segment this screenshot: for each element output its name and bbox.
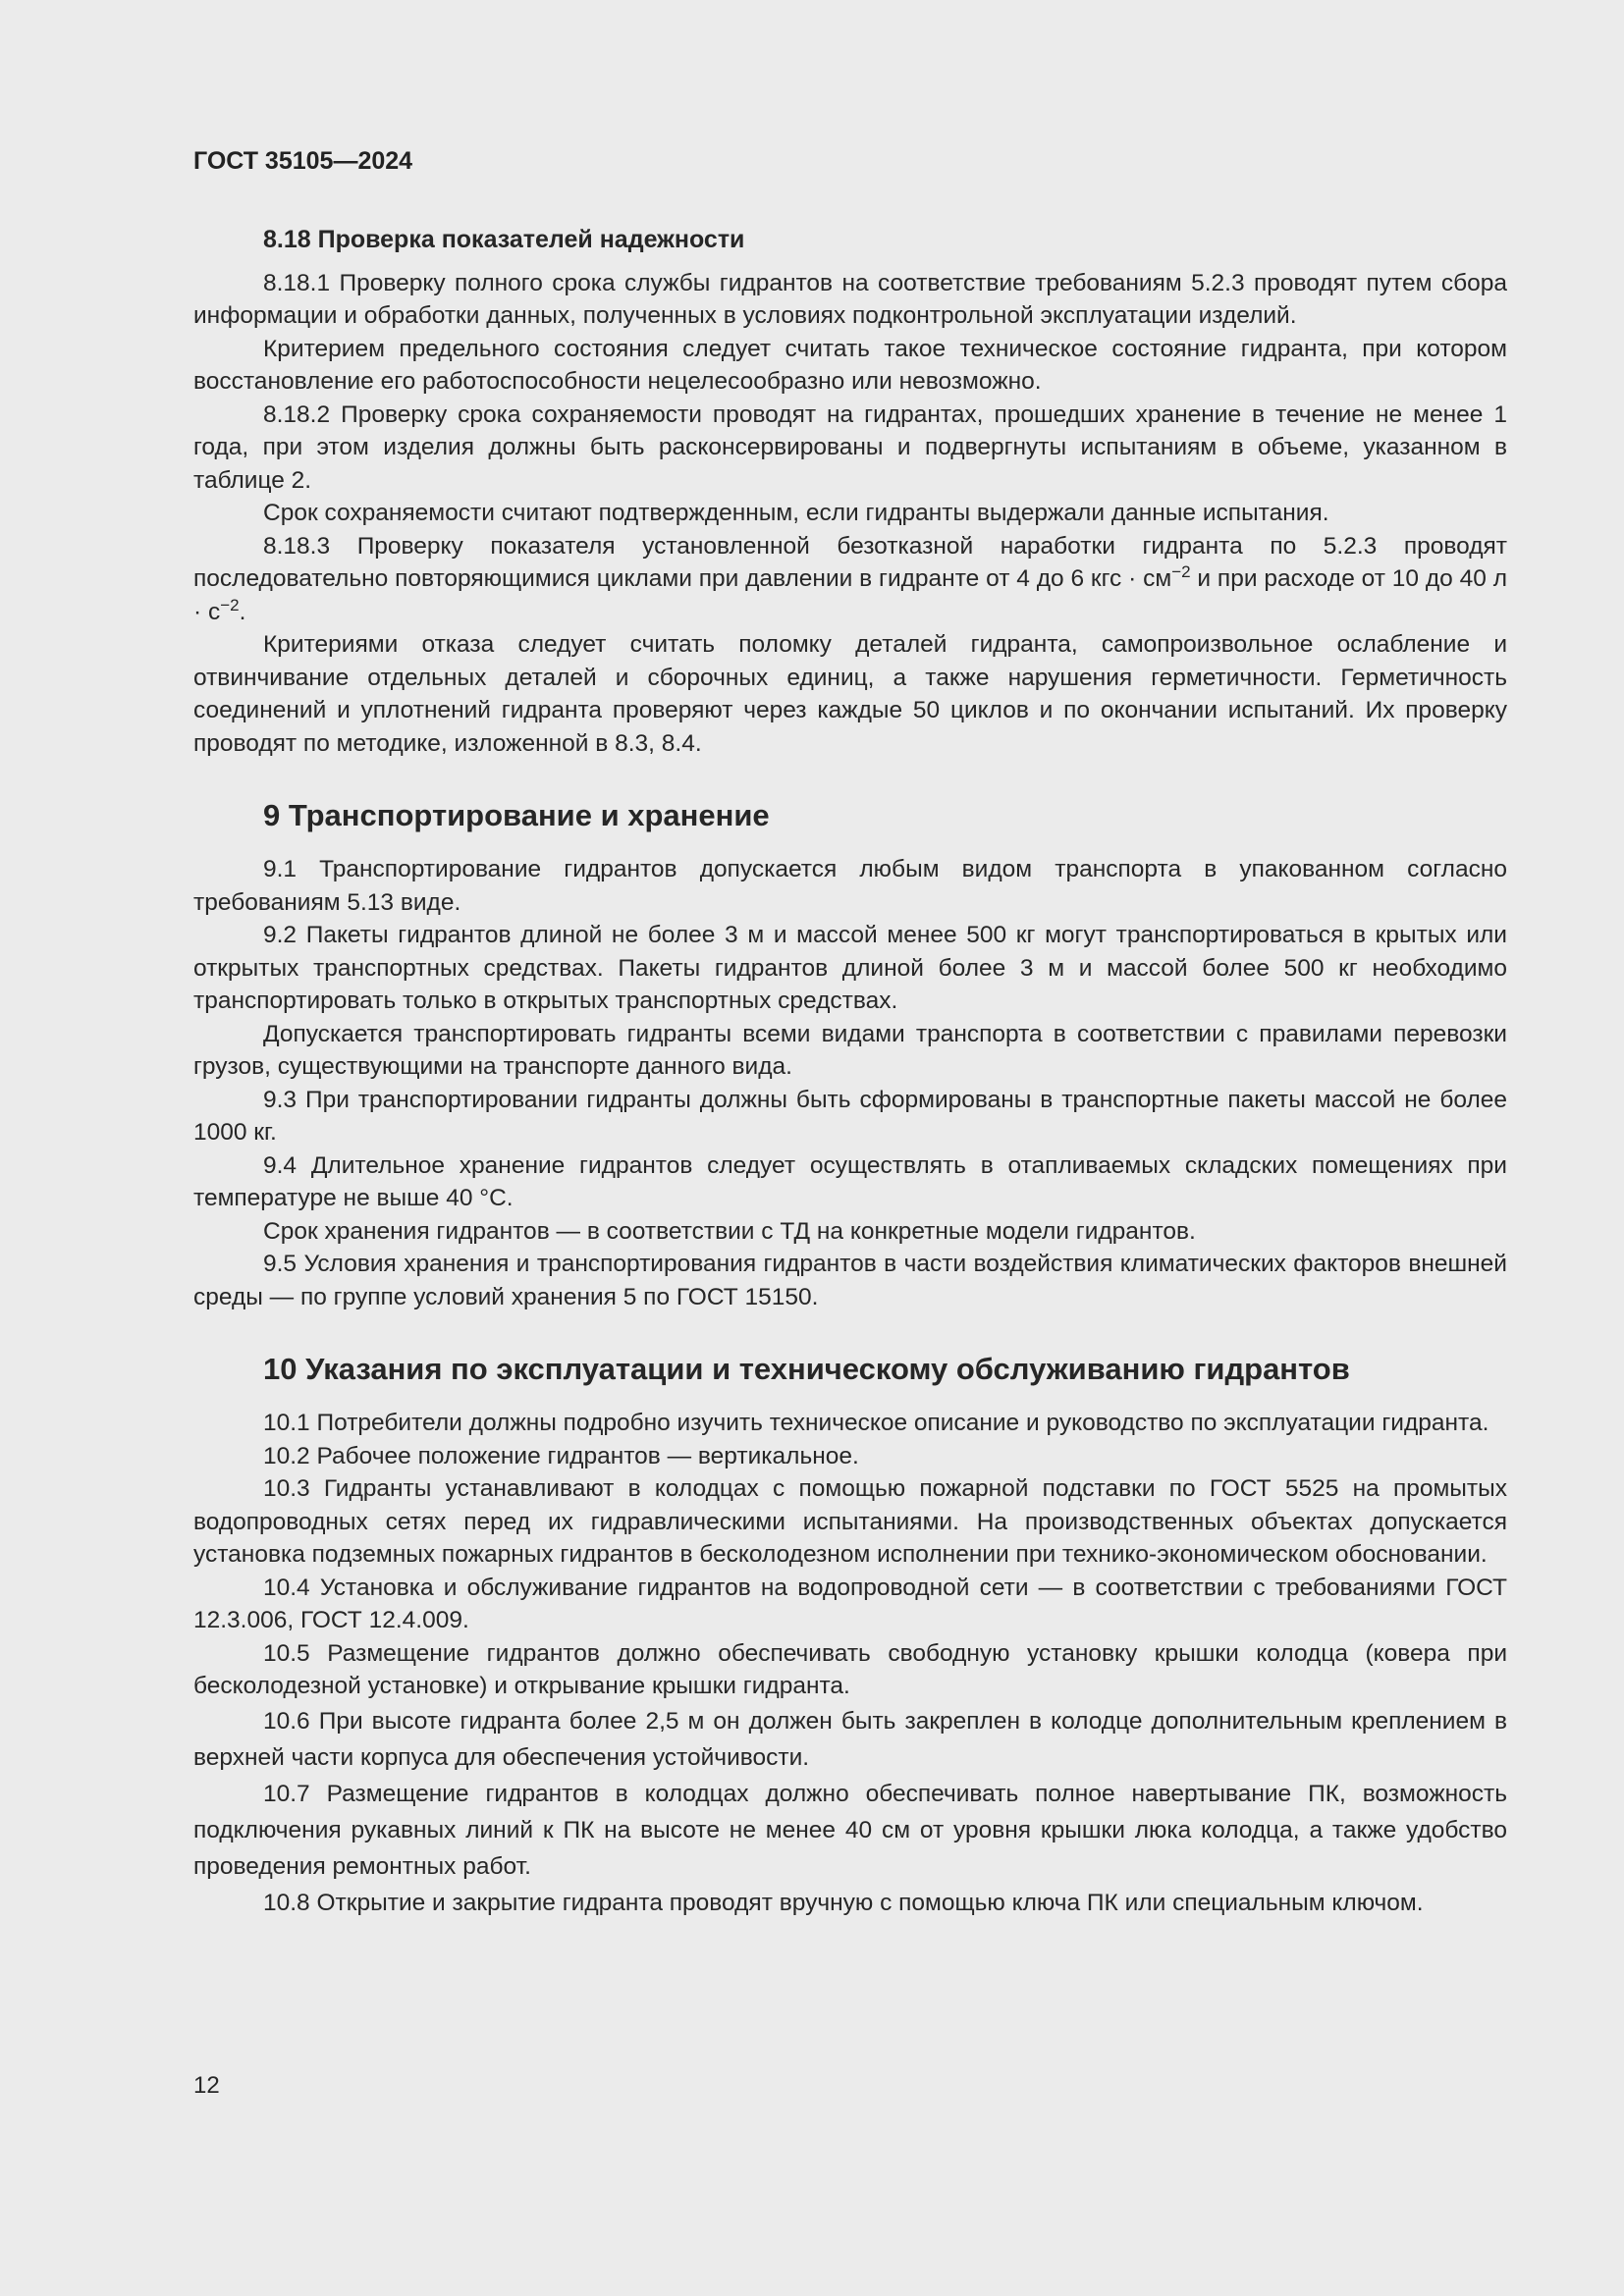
paragraph-9-2-note: Допускается транспортировать гидранты всеми видами транспорта в соответствии с правилами перевозки грузов, существующими на транспорте данного вида.: [193, 1020, 1507, 1080]
paragraph-10-1: 10.1 Потребители должны подробно изучить техническое описание и руководство по эксплуатации гидранта.: [263, 1410, 1489, 1436]
document-body: [193, 224, 1507, 1921]
paragraph-8-18-3: [193, 530, 1507, 629]
paragraph-8-18-1-criterion: Критерием предельного состояния следует считать такое техническое состояние гидранта, при котором восстановление его работоспособности нецелесообразно или невозможно.: [193, 335, 1507, 395]
paragraph-10-8: 10.8 Открытие и закрытие гидранта проводят вручную с помощью ключа ПК или специальным ключом.: [263, 1889, 1424, 1916]
paragraph-10-6: 10.6 При высоте гидранта более 2,5 м он должен быть закреплен в колодце дополнительным креплением в верхней части корпуса для обеспечения устойчивости.: [193, 1707, 1507, 1771]
paragraph-10-5: 10.5 Размещение гидрантов должно обеспечивать свободную установку крышки колодца (ковера при бесколодезной установке) и открывание крышки гидранта.: [193, 1639, 1507, 1699]
paragraph-9-2: 9.2 Пакеты гидрантов длиной не более 3 м и массой менее 500 кг могут транспортироваться в крытых или открытых транспортных средствах. Пакеты гидрантов длиной более 3 м и массой более 500 кг необходимо транспортировать только в открытых транспортных средствах.: [193, 922, 1507, 1014]
paragraph-10-4: 10.4 Установка и обслуживание гидрантов на водопроводной сети — в соответствии с требованиями ГОСТ 12.3.006, ГОСТ 12.4.009.: [193, 1574, 1507, 1633]
paragraph-8-18-1: 8.18.1 Проверку полного срока службы гидрантов на соответствие требованиям 5.2.3 проводят путем сбора информации и обработки данных, полученных в условиях подконтрольной эксплуатации изделий.: [193, 269, 1507, 329]
superscript-exponent: −2: [1171, 561, 1191, 581]
section-heading-10: 10 Указания по эксплуатации и техническому обслуживанию гидрантов: [263, 1352, 1350, 1386]
paragraph-8-18-3-failure-criteria: Критериями отказа следует считать поломку деталей гидранта, самопроизвольное ослабление и отвинчивание отдельных деталей и сборочных единиц, а также нарушения герметичности. Герметичность соединений и уплотнений гидранта проверяют через каждые 50 циклов и по окончании испытаний. Их проверку проводят по методике, изложенной в 8.3, 8.4.: [193, 631, 1507, 757]
paragraph-9-4: 9.4 Длительное хранение гидрантов следует осуществлять в отапливаемых складских помещениях при температуре не выше 40 °C.: [193, 1151, 1507, 1211]
section-heading-9: 9 Транспортирование и хранение: [263, 798, 770, 832]
paragraph-8-18-2: 8.18.2 Проверку срока сохраняемости проводят на гидрантах, прошедших хранение в течение не менее 1 года, при этом изделия должны быть расконсервированы и подвергнуты испытаниям в объеме, указанном в таблице 2.: [193, 400, 1507, 494]
paragraph-8-18-3-text-c: .: [239, 598, 246, 625]
paragraph-10-7: 10.7 Размещение гидрантов в колодцах должно обеспечивать полное навертывание ПК, возможность подключения рукавных линий к ПК на высоте не менее 40 см от уровня крышки люка колодца, а также удобство проведения ремонтных работ.: [193, 1780, 1507, 1880]
paragraph-9-3: 9.3 При транспортировании гидранты должны быть сформированы в транспортные пакеты массой не более 1000 кг.: [193, 1086, 1507, 1146]
paragraph-8-18-3-text-a: 8.18.3 Проверку показателя установленной безотказной наработки гидранта по 5.2.3 проводят последовательно повторяющимися циклами при давлении в гидранте от 4 до 6 кгс · см: [193, 532, 1507, 592]
subsection-heading-8-18: 8.18 Проверка показателей надежности: [263, 226, 745, 253]
page-number: 12: [193, 2072, 220, 2099]
paragraph-10-3: 10.3 Гидранты устанавливают в колодцах с помощью пожарной подставки по ГОСТ 5525 на промытых водопроводных сетях перед их гидравлическими испытаниями. На производственных объектах допускается установка подземных пожарных гидрантов в бесколодезном исполнении при технико-экономическом обосновании.: [193, 1475, 1507, 1568]
superscript-exponent: −2: [220, 595, 240, 614]
paragraph-8-18-3-text-b: и при расходе от 10 до 40 л · с: [193, 565, 1507, 625]
paragraph-9-5: 9.5 Условия хранения и транспортирования гидрантов в части воздействия климатических факторов внешней среды — по группе условий хранения 5 по ГОСТ 15150.: [193, 1251, 1507, 1310]
paragraph-8-18-2-confirmation: Срок сохраняемости считают подтвержденным, если гидранты выдержали данные испытания.: [263, 500, 1329, 526]
document-header: ГОСТ 35105—2024: [193, 147, 413, 175]
paragraph-10-2: 10.2 Рабочее положение гидрантов — вертикальное.: [263, 1442, 859, 1469]
paragraph-9-1: 9.1 Транспортирование гидрантов допускается любым видом транспорта в упакованном согласно требованиям 5.13 виде.: [193, 856, 1507, 916]
paragraph-9-4-storage-term: Срок хранения гидрантов — в соответствии с ТД на конкретные модели гидрантов.: [263, 1217, 1196, 1245]
